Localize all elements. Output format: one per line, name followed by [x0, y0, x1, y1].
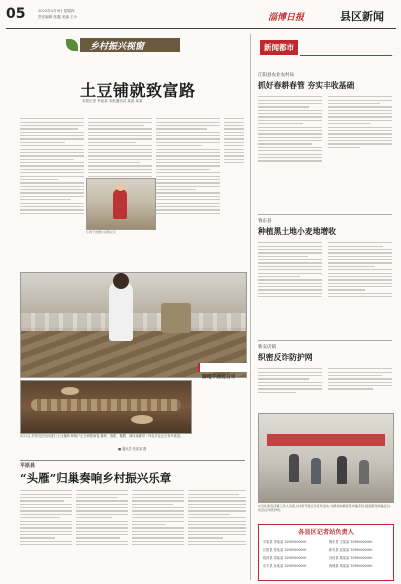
story1-kicker: 江阳县农业农村局 [258, 73, 294, 78]
story3-headline: 织密反诈防护网 [258, 353, 313, 362]
story3-kicker: 新安店镇 [258, 345, 276, 350]
story2-body-col-1 [258, 240, 322, 332]
farm-photo-credit: ■ 通讯员 张某某 摄 [118, 447, 147, 451]
second-body-col-1 [20, 488, 72, 580]
seedling-photo [20, 380, 192, 434]
editor-line: 责任编辑 张鑫 美编 王小 [38, 15, 78, 19]
story2-headline: 种植黑土地小麦地增收 [258, 227, 336, 236]
masthead-logo: 淄博日报 [268, 13, 305, 23]
lead-body-col-1 [20, 116, 84, 266]
contact-row-2: 鲁东县 王某某 13900000000 [329, 540, 373, 544]
lead-body-col-4 [224, 116, 244, 191]
lead-byline: 本报记者 李某某 本报通讯员 某某 某某 [82, 99, 143, 103]
second-kicker: 平原县 [20, 463, 36, 469]
second-body-col-2 [76, 488, 128, 580]
second-body-col-3 [132, 488, 184, 580]
inset-label [198, 363, 250, 380]
contact-row-3: 江阳县 张某某 13900000000 [263, 548, 307, 552]
contact-box-title: 各县区记者站负责人 [298, 529, 354, 536]
lead-headline: 土豆铺就致富路 [80, 81, 196, 100]
news-label-box [260, 40, 298, 55]
contact-row-7: 东平县 孙某某 13900000000 [263, 564, 307, 568]
farm-photo-caption: 3月2日,村民们在田间进行土豆播种,种植户正在调整滴管,播种、施肥、覆膜、铺设滴灌带一体化作业正在有序推进。 [20, 434, 184, 438]
story2-rule [258, 214, 392, 215]
second-body-col-4 [188, 488, 246, 580]
story3-body-col-1 [258, 366, 322, 410]
page-header [6, 6, 396, 30]
contact-row-4: 新安县 赵某某 13900000000 [329, 548, 373, 552]
contact-box [258, 524, 394, 581]
lead-small-photo [86, 178, 156, 230]
contact-row-1: 平原县 李某某 13900000000 [263, 540, 307, 544]
story3-rule [258, 340, 392, 341]
contact-row-5: 临河县 刘某某 13900000000 [263, 556, 307, 560]
contact-row-8: 西城县 周某某 13900000000 [329, 564, 373, 568]
inset-label-text: 脚尾干劲赶日早 [202, 374, 236, 380]
rural-banner [80, 38, 180, 52]
date-line: 2023年3月9日 星期四 [38, 9, 75, 13]
story2-kicker: 鲁东县 [258, 219, 272, 224]
story2-body-col-2 [328, 240, 392, 332]
right-column-divider [250, 34, 251, 580]
page-number: 05 [6, 6, 26, 22]
lead-body-col-3 [156, 116, 220, 266]
second-headline: “头雁”归巢奏响乡村振兴乐章 [20, 471, 172, 485]
antifraud-photo [258, 413, 394, 503]
antifraud-caption: 3月初,新安店镇工作人员深入村居开展反诈宣传活动,为群众讲解常见诈骗手段,提高群众防骗意识,织密反诈防护网。 [258, 504, 391, 513]
contact-row-6: 沙河县 陈某某 13900000000 [329, 556, 373, 560]
section-title: 县区新闻 [340, 10, 384, 23]
small-photo-caption: 小孩子的图片说明文字 [86, 230, 117, 234]
story3-body-col-2 [328, 366, 392, 410]
banner-leaf-icon [66, 39, 78, 51]
story1-headline: 抓好春耕春管 夯实丰收基础 [258, 81, 355, 90]
header-rule [6, 28, 396, 29]
second-rule [20, 460, 245, 461]
story1-body-col-2 [328, 94, 392, 204]
news-label-rule [300, 55, 392, 56]
story1-body-col-1 [258, 94, 322, 204]
banner-title: 乡村振兴视窗 [90, 42, 145, 52]
news-label: 新闻都市 [264, 43, 294, 52]
